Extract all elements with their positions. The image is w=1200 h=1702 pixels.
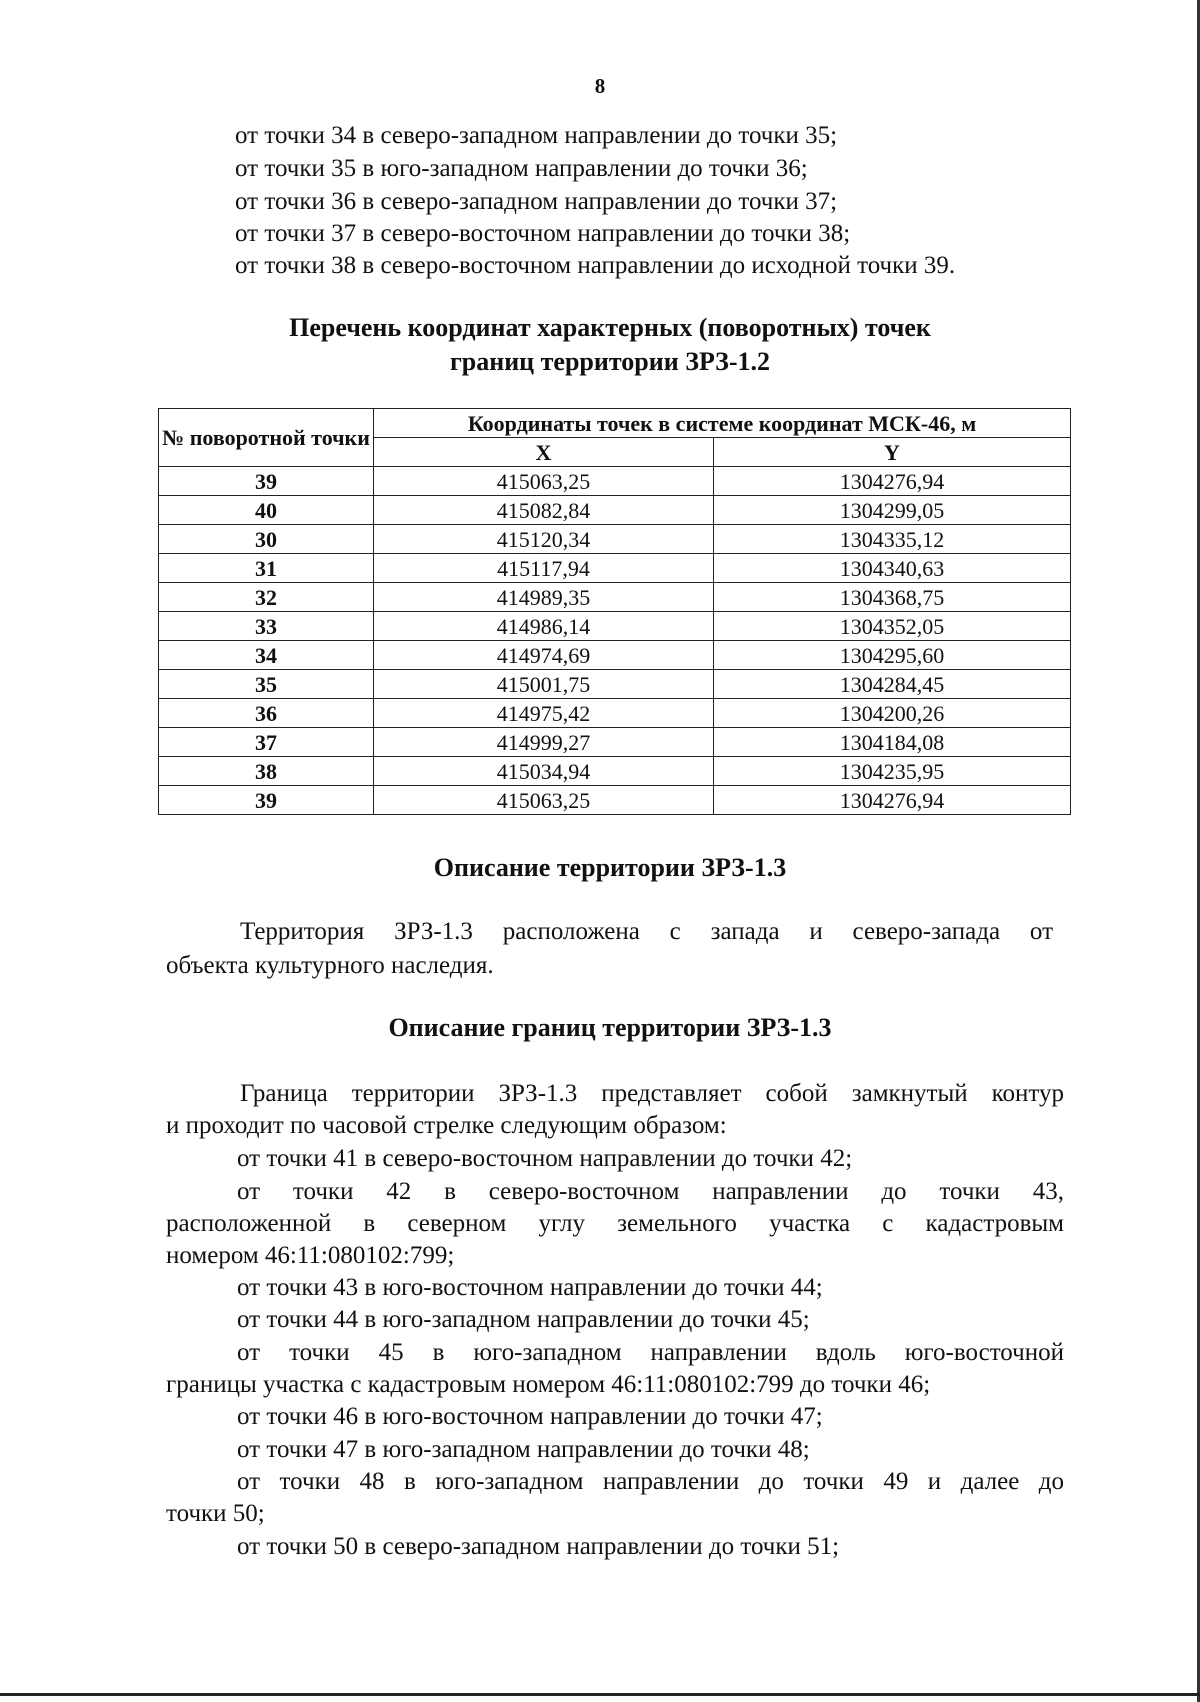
cell-point: 32: [159, 583, 374, 612]
territory-text-line1: Территория ЗРЗ-1.3 расположена с запада и северо-запада от: [240, 918, 1053, 945]
table-row: [159, 554, 1071, 583]
cell-x: 414986,14: [374, 612, 714, 641]
cell-x: 414989,35: [374, 583, 714, 612]
header-coords: Координаты точек в системе координат МСК-46, м: [374, 409, 1071, 438]
table-row: [159, 728, 1071, 757]
list-item: от точки 34 в северо-западном направлении до точки 35;: [235, 122, 838, 149]
list-item: от точки 37 в северо-восточном направлении до точки 38;: [235, 220, 851, 247]
cell-y: 1304335,12: [714, 525, 1071, 554]
cell-x: 414974,69: [374, 641, 714, 670]
paragraph-line: точки 50;: [166, 1500, 265, 1527]
table-row: [159, 786, 1071, 815]
list-item: от точки 36 в северо-западном направлении до точки 37;: [235, 188, 838, 215]
paragraph-line: от точки 44 в юго-западном направлении до точки 45;: [237, 1306, 810, 1333]
header-point: № поворотной точки: [159, 409, 374, 467]
paragraph-line: расположенной в северном углу земельного участка с кадастровым: [166, 1210, 1064, 1237]
table-row: [159, 467, 1071, 496]
cell-x: 415034,94: [374, 757, 714, 786]
paragraph-line: от точки 45 в юго-западном направлении вдоль юго-восточной: [237, 1339, 1064, 1366]
paragraph-line: от точки 47 в юго-западном направлении до точки 48;: [237, 1436, 810, 1463]
table-row: [159, 699, 1071, 728]
table-body: [159, 467, 1071, 815]
cell-point: 33: [159, 612, 374, 641]
paragraph-line: границы участка с кадастровым номером 46:11:080102:799 до точки 46;: [166, 1371, 931, 1398]
cell-point: 37: [159, 728, 374, 757]
cell-x: 414999,27: [374, 728, 714, 757]
cell-point: 30: [159, 525, 374, 554]
coordinates-table: [158, 408, 1071, 815]
table-row: [159, 612, 1071, 641]
header-y: Y: [714, 438, 1071, 467]
list-item: от точки 35 в юго-западном направлении до точки 36;: [235, 155, 808, 182]
paragraph-line: от точки 41 в северо-восточном направлении до точки 42;: [237, 1145, 853, 1172]
paragraph-line: от точки 48 в юго-западном направлении до точки 49 и далее до: [237, 1468, 1064, 1495]
cell-y: 1304235,95: [714, 757, 1071, 786]
cell-x: 415001,75: [374, 670, 714, 699]
table-header-row: [159, 409, 1071, 438]
cell-point: 34: [159, 641, 374, 670]
cell-point: 40: [159, 496, 374, 525]
cell-y: 1304368,75: [714, 583, 1071, 612]
paragraph-line: от точки 42 в северо-восточном направлении до точки 43,: [237, 1178, 1064, 1205]
header-x: X: [374, 438, 714, 467]
table-row: [159, 525, 1071, 554]
list-item: от точки 38 в северо-восточном направлении до исходной точки 39.: [235, 252, 956, 279]
cell-x: 415082,84: [374, 496, 714, 525]
cell-y: 1304284,45: [714, 670, 1071, 699]
scan-bottom-line: [0, 1693, 1200, 1696]
table-row: [159, 583, 1071, 612]
table-row: [159, 641, 1071, 670]
cell-y: 1304184,08: [714, 728, 1071, 757]
paragraph-line: от точки 43 в юго-восточном направлении до точки 44;: [237, 1274, 823, 1301]
cell-y: 1304276,94: [714, 467, 1071, 496]
cell-y: 1304200,26: [714, 699, 1071, 728]
cell-x: 415063,25: [374, 467, 714, 496]
paragraph-line: номером 46:11:080102:799;: [166, 1242, 455, 1269]
section-borders-title: Описание границ территории ЗРЗ-1.3: [388, 1013, 832, 1042]
cell-x: 415063,25: [374, 786, 714, 815]
cell-point: 36: [159, 699, 374, 728]
paragraph-line: от точки 50 в северо-западном направлении до точки 51;: [237, 1533, 840, 1560]
cell-x: 414975,42: [374, 699, 714, 728]
cell-y: 1304340,63: [714, 554, 1071, 583]
cell-point: 35: [159, 670, 374, 699]
paragraph-line: и проходит по часовой стрелке следующим образом:: [166, 1112, 727, 1139]
paragraph-line: от точки 46 в юго-восточном направлении до точки 47;: [237, 1403, 823, 1430]
cell-y: 1304352,05: [714, 612, 1071, 641]
table-title-line1: Перечень координат характерных (поворотных) точек: [289, 313, 931, 342]
page-number: 8: [594, 74, 606, 98]
cell-point: 39: [159, 467, 374, 496]
table-title-line2: границ территории ЗРЗ-1.2: [449, 347, 771, 376]
cell-x: 415120,34: [374, 525, 714, 554]
table-row: [159, 670, 1071, 699]
table-row: [159, 496, 1071, 525]
cell-y: 1304299,05: [714, 496, 1071, 525]
cell-y: 1304295,60: [714, 641, 1071, 670]
cell-point: 38: [159, 757, 374, 786]
table-row: [159, 757, 1071, 786]
territory-text-line2: объекта культурного наследия.: [166, 952, 494, 979]
paragraph-line: Граница территории ЗРЗ-1.3 представляет собой замкнутый контур: [240, 1080, 1064, 1107]
cell-x: 415117,94: [374, 554, 714, 583]
cell-y: 1304276,94: [714, 786, 1071, 815]
cell-point: 31: [159, 554, 374, 583]
section-territory-title: Описание территории ЗРЗ-1.3: [433, 853, 787, 882]
cell-point: 39: [159, 786, 374, 815]
